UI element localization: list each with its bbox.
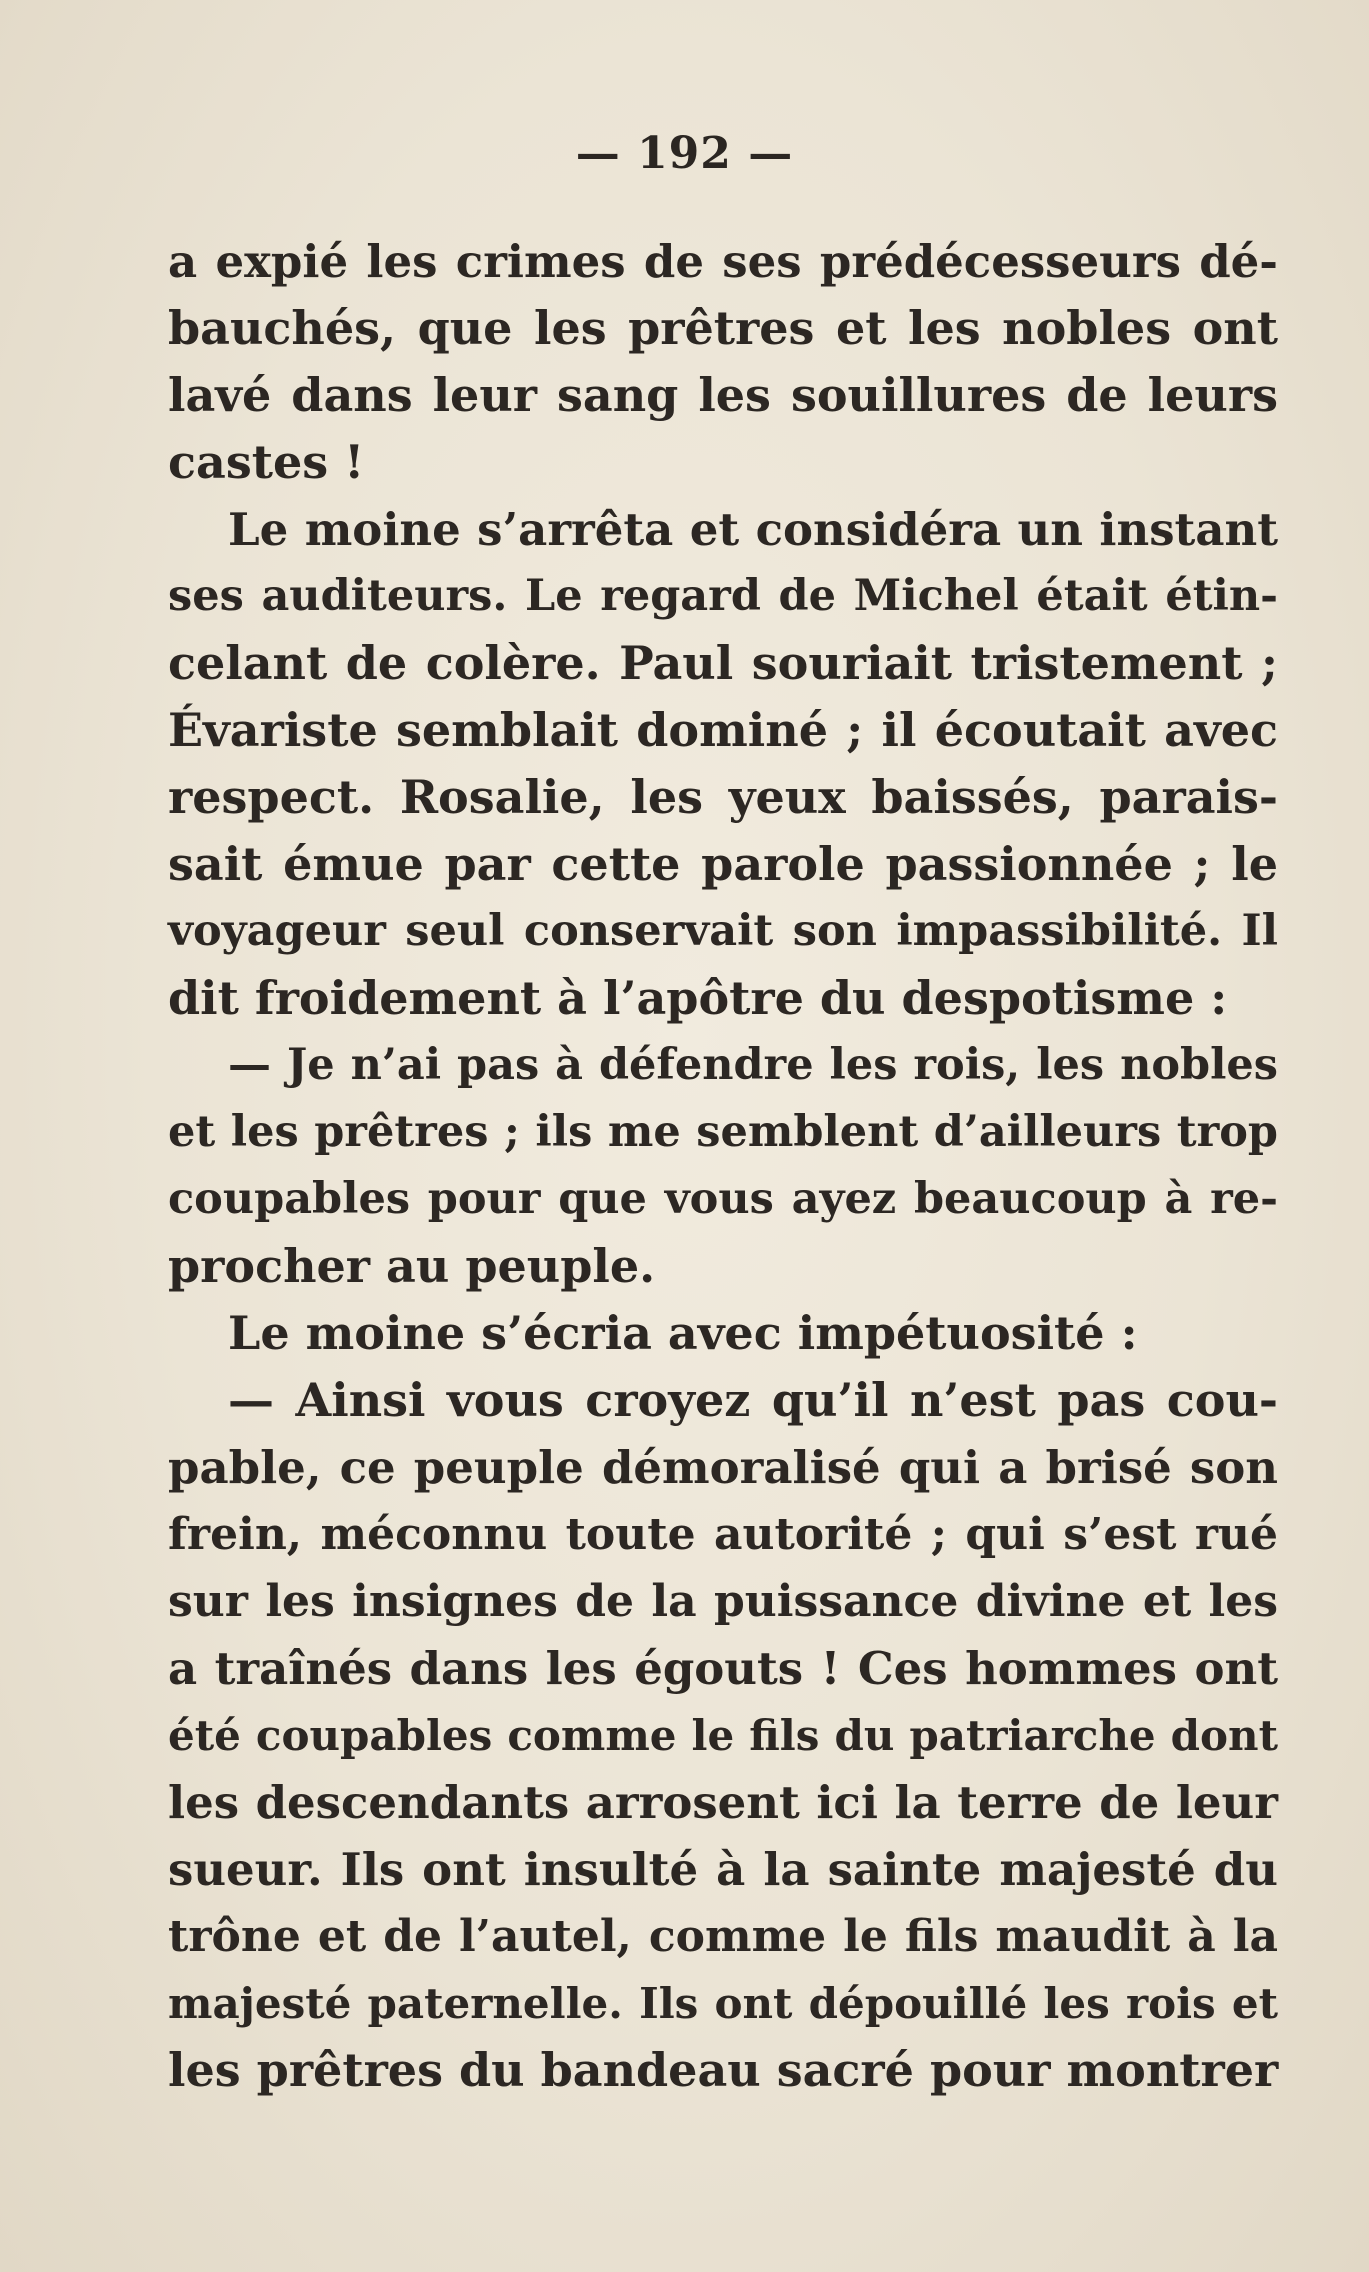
text-line: les descendants arrosent ici la terre de leur bbox=[168, 1776, 1278, 1829]
page-number: — 192 — bbox=[575, 128, 794, 179]
text-line: lavé dans leur sang les souillures de leurs bbox=[168, 368, 1278, 422]
text-line: dit froidement à l’apôtre du despotisme : bbox=[168, 971, 1228, 1025]
text-line: pable, ce peuple démoralisé qui a brisé son bbox=[168, 1441, 1278, 1494]
text-line: sueur. Ils ont insulté à la sainte majesté du bbox=[168, 1843, 1278, 1896]
text-line: frein, méconnu toute autorité ; qui s’est rué bbox=[168, 1509, 1278, 1560]
text-line: ses auditeurs. Le regard de Michel était étin- bbox=[168, 571, 1278, 621]
text-line: — Ainsi vous croyez qu’il n’est pas cou- bbox=[228, 1373, 1278, 1427]
text-line: et les prêtres ; ils me semblent d’ailleurs trop bbox=[168, 1107, 1278, 1157]
text-line: voyageur seul conservait son impassibilité. Il bbox=[168, 906, 1278, 956]
text-line: — Je n’ai pas à défendre les rois, les nobles bbox=[228, 1040, 1278, 1090]
text-line: respect. Rosalie, les yeux baissés, parais- bbox=[168, 770, 1278, 824]
text-line: castes ! bbox=[168, 435, 365, 489]
text-line: été coupables comme le fils du patriarche dont bbox=[168, 1711, 1278, 1760]
text-line: majesté paternelle. Ils ont dépouillé les rois et bbox=[168, 1979, 1278, 2028]
text-line: trône et de l’autel, comme le fils maudit à la bbox=[168, 1911, 1278, 1962]
text-line: a traînés dans les égouts ! Ces hommes ont bbox=[168, 1642, 1278, 1695]
text-line: bauchés, que les prêtres et les nobles ont bbox=[168, 301, 1278, 355]
text-line: coupables pour que vous ayez beaucoup à re- bbox=[168, 1174, 1278, 1224]
text-line: Le moine s’arrêta et considéra un instant bbox=[228, 503, 1278, 556]
text-line: Le moine s’écria avec impétuosité : bbox=[228, 1306, 1138, 1360]
text-line: a expié les crimes de ses prédécesseurs dé- bbox=[168, 235, 1278, 288]
text-line: Évariste semblait dominé ; il écoutait avec bbox=[168, 703, 1278, 757]
text-line: sait émue par cette parole passionnée ; le bbox=[168, 837, 1278, 891]
text-line: les prêtres du bandeau sacré pour montrer bbox=[168, 2043, 1279, 2097]
text-line: procher au peuple. bbox=[168, 1239, 656, 1293]
body-text bbox=[168, 228, 1278, 2104]
text-line: sur les insignes de la puissance divine et les bbox=[168, 1576, 1278, 1627]
text-line: celant de colère. Paul souriait tristement ; bbox=[168, 636, 1278, 690]
